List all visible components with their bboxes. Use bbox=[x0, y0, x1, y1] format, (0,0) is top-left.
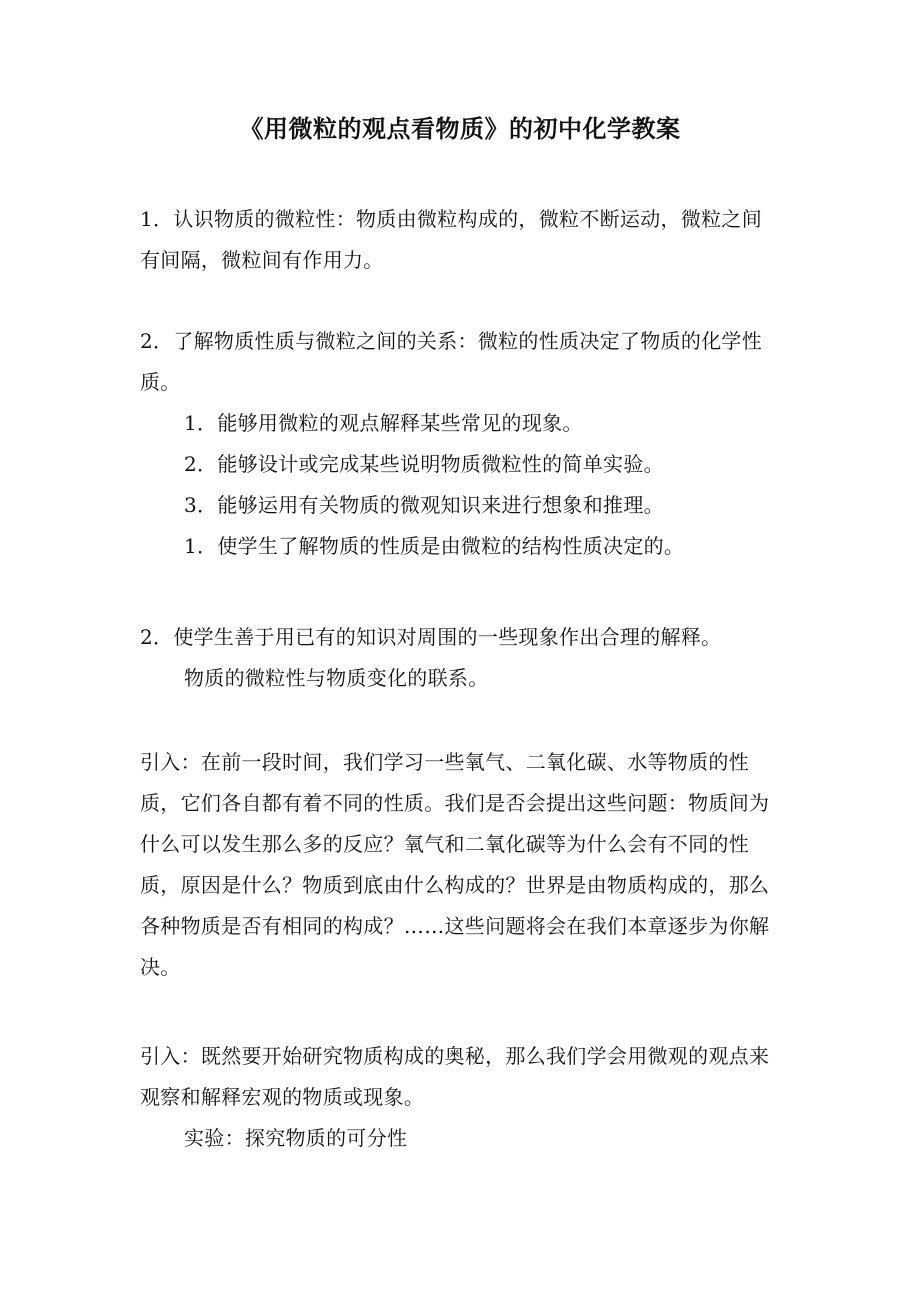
section-2 bbox=[140, 321, 780, 567]
indented-line: 实验：探究物质的可分性 bbox=[184, 1126, 408, 1150]
section-4 bbox=[140, 742, 780, 988]
paragraph: 2．使学生善于用已有的知识对周围的一些现象作出合理的解释。 bbox=[140, 625, 722, 649]
list-item: 3．能够运用有关物质的微观知识来进行想象和推理。 bbox=[184, 493, 664, 517]
document-title: 《用微粒的观点看物质》的初中化学教案 bbox=[239, 114, 681, 143]
paragraph: 2．了解物质性质与微粒之间的关系：微粒的性质决定了物质的化学性质。 bbox=[140, 329, 763, 394]
paragraph: 1．认识物质的微粒性：物质由微粒构成的，微粒不断运动，微粒之间有间隔，微粒间有作用力。 bbox=[140, 207, 763, 272]
paragraph: 引入：在前一段时间，我们学习一些氧气、二氧化碳、水等物质的性质，它们各自都有着不同的性质。我们是否会提出这些问题：物质间为什么可以发生那么多的反应？氧气和二氧化碳等为什么会有不同的性质，原因是什么？物质到底由什么构成的？世界是由物质构成的，那么各种物质是否有相同的构成？……这些问题将会在我们本章逐步为你解决。 bbox=[140, 750, 770, 979]
section-1 bbox=[140, 199, 780, 281]
section-5 bbox=[140, 1036, 780, 1159]
section-3 bbox=[140, 617, 780, 699]
list-item: 1．能够用微粒的观点解释某些常见的现象。 bbox=[184, 411, 583, 435]
paragraph: 引入：既然要开始研究物质构成的奥秘，那么我们学会用微观的观点来观察和解释宏观的物质或现象。 bbox=[140, 1044, 770, 1109]
list-item: 1．使学生了解物质的性质是由微粒的结构性质决定的。 bbox=[184, 534, 685, 558]
indented-line: 物质的微粒性与物质变化的联系。 bbox=[184, 666, 489, 690]
list-item: 2．能够设计或完成某些说明物质微粒性的简单实验。 bbox=[184, 452, 664, 476]
